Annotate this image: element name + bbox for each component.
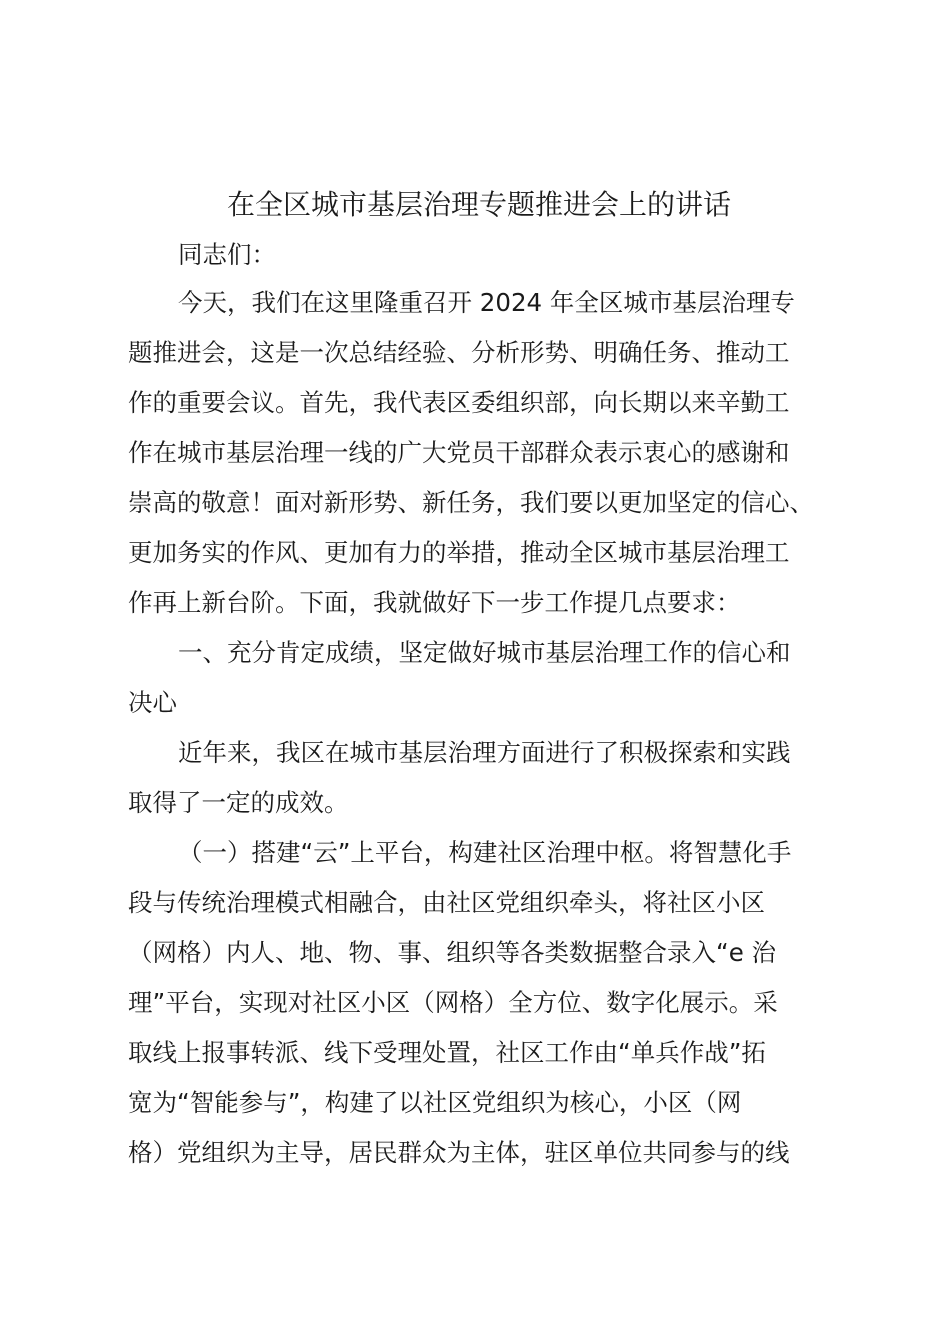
paragraph-line: 宽为“智能参与”，构建了以社区党组织为核心，小区（网 <box>128 1088 742 1117</box>
document-title: 在全区城市基层治理专题推进会上的讲话 <box>226 188 731 221</box>
salutation: 同志们： <box>178 240 276 269</box>
paragraph-line: 取得了一定的成效。 <box>128 788 349 817</box>
paragraph-line: （一）搭建“云”上平台，构建社区治理中枢。将智慧化手 <box>178 838 792 867</box>
paragraph-line: 作的重要会议。首先，我代表区委组织部，向长期以来辛勤工 <box>128 388 790 417</box>
paragraph-line: 理”平台，实现对社区小区（网格）全方位、数字化展示。采 <box>128 988 778 1017</box>
section-heading-line: 一、充分肯定成绩，坚定做好城市基层治理工作的信心和 <box>178 638 791 667</box>
paragraph-line: 段与传统治理模式相融合，由社区党组织牵头，将社区小区 <box>128 888 765 917</box>
paragraph-line: 作再上新台阶。下面，我就做好下一步工作提几点要求： <box>128 588 741 617</box>
paragraph-line: 题推进会，这是一次总结经验、分析形势、明确任务、推动工 <box>128 338 790 367</box>
paragraph-line: 今天，我们在这里隆重召开 2024 年全区城市基层治理专 <box>178 288 795 317</box>
paragraph-line: 近年来，我区在城市基层治理方面进行了积极探索和实践 <box>178 738 791 767</box>
paragraph-line: （网格）内人、地、物、事、组织等各类数据整合录入“e 治 <box>128 938 777 967</box>
paragraph-line: 更加务实的作风、更加有力的举措，推动全区城市基层治理工 <box>128 538 790 567</box>
paragraph-line: 格）党组织为主导，居民群众为主体，驻区单位共同参与的线 <box>128 1138 790 1167</box>
paragraph-line: 取线上报事转派、线下受理处置，社区工作由“单兵作战”拓 <box>128 1038 766 1067</box>
paragraph-line: 作在城市基层治理一线的广大党员干部群众表示衷心的感谢和 <box>128 438 790 467</box>
section-heading-line: 决心 <box>128 688 177 717</box>
paragraph-line: 崇高的敬意！面对新形势、新任务，我们要以更加坚定的信心、 <box>128 488 814 517</box>
